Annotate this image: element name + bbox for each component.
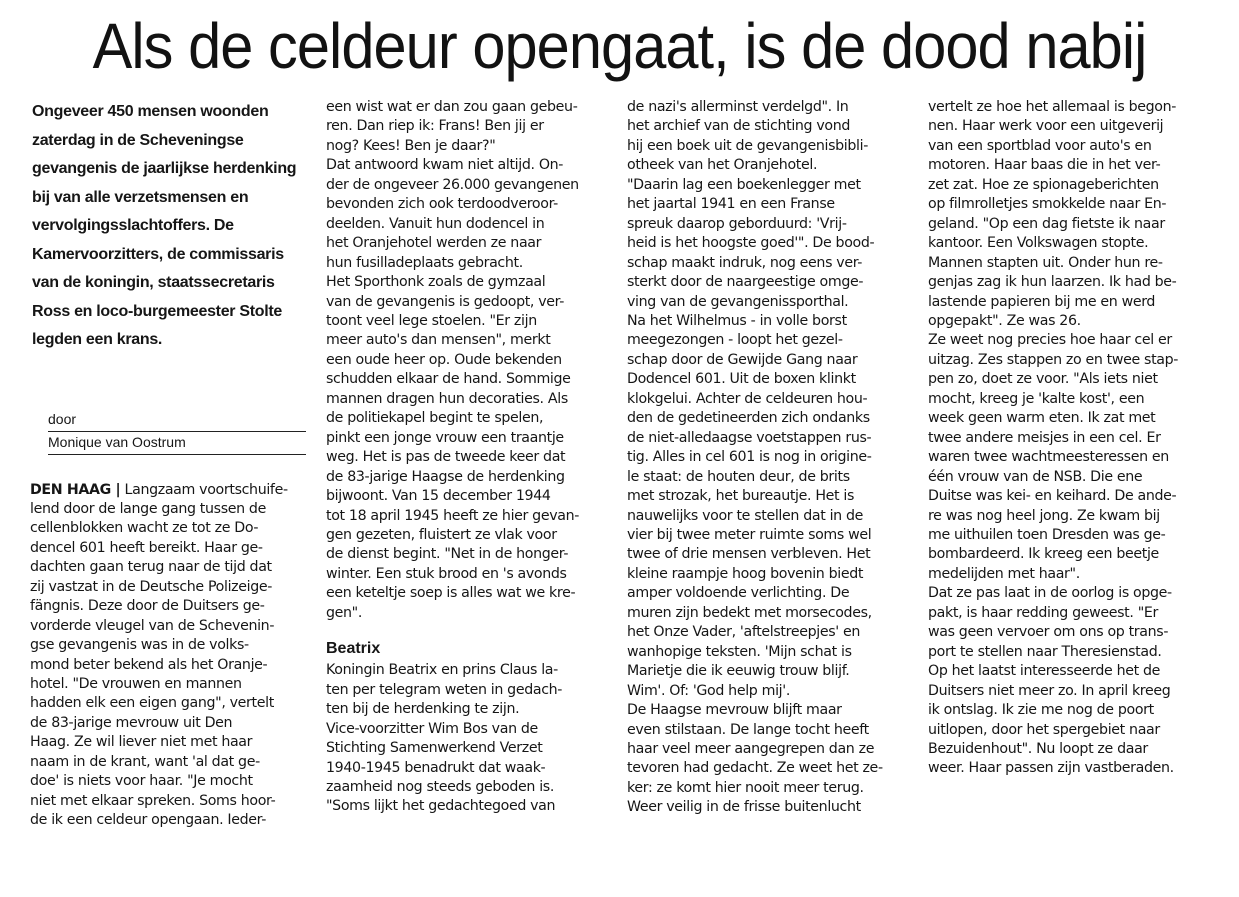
column-2-text-a: een wist wat er dan zou gaan gebeu- ren. Dan riep ik: Frans! Ben jij er nog? Kees! Ben je daar?" Dat antwoord kwam niet altijd. On- der de ongeveer 26.000 gevangenen bevonden zich ook terdoodveroor- deelden. Vanuit hun dodencel in het Oranjehotel werden ze naar hun fusilladeplaats gebracht. Het Sporthonk zoals de gymzaal van de gevangenis is gedoopt, ver- toont veel lege stoelen. "Er zijn meer auto's dan mensen", merkt een oude heer op. Oude bekenden schudden elkaar de hand. Sommige mannen dragen hun decoraties. Als de politiekapel begint te spelen, pinkt een jonge vrouw een traantje weg. Het is pas de tweede keer dat de 83-jarige Haagse de herdenking bijwoont. Van 15 december 1944 tot 18 april 1945 heeft ze hier gevan- gen gezeten, fluistert ze vlak voor de dienst begint. "Net in de honger- winter. Een stuk brood en 's avonds een keteltje soep is alles wat we kre- gen". bbox=[326, 99, 580, 621]
column-3-text: de nazi's allerminst verdelgd". In het archief van de stichting vond hij een boek uit de gevangenisbibli- otheek van het Oranjehotel. "Daarin lag een boekenlegger met het jaartal 1941 en een Franse spreuk daarop geborduurd: 'Vrij- heid is het hoogste goed'". De bood- schap maakt indruk, nog eens ver- sterkt door de naargeestige omge- ving van de gevangenissporthal. Na het Wilhelmus - in volle borst meegezongen - loopt het gezel- schap door de Gewijde Gang naar Dodencel 601. Uit de boxen klinkt klokgelui. Achter de celdeuren hou- den de gedetineerden zich ondanks de niet-alledaagse voetstappen rus- tig. Alles in cel 601 is nog in origine- le staat: de houten deur, de brits met strozak, het bureautje. Het is nauwelijks voor te stellen dat in de vier bij twee meter ruimte soms wel twee of drie mensen verbleven. Het kleine raampje hoog bovenin biedt amper voldoende verlichting. De muren zijn bedekt met morsecodes, het Onze Vader, 'aftelstreepjes' en wanhopige teksten. 'Mijn schat is Marietje die ik eeuwig trouw blijf. Wim'. Of: 'God help mij'. De Haagse mevrouw blijft maar even stilstaan. De lange tocht heeft haar veel meer aangegrepen dan ze tevoren had gedacht. Ze weet het ze- ker: ze komt hier nooit meer terug. Weer veilig in de frisse buitenlucht bbox=[627, 99, 883, 816]
intro-paragraph: Ongeveer 450 mensen woonden zaterdag in de Scheveningse gevangenis de jaarlijkse herdenking bij van alle verzetsmensen en vervolgingsslachtoffers. De Kamervoorzitters, de commissaris van de koningin, staatssecretaris Ross en loco-burgemeester Stolte legden een krans. bbox=[32, 103, 297, 348]
headline: Als de celdeur opengaat, is de dood nabij bbox=[92, 10, 1147, 82]
dateline: DEN HAAG | bbox=[30, 481, 121, 498]
column-4-text: vertelt ze hoe het allemaal is begon- nen. Haar werk voor een uitgeverij van een sportblad voor auto's en motoren. Haar baas die in het ver- zet zat. Hoe ze spionageberichten op filmrolletjes smokkelde naar En- geland. "Op een dag fietste ik naar kantoor. Een Volkswagen stopte. Mannen stapten uit. Onder hun re- genjas zag ik hun laarzen. Ik had be- lastende papieren bij me en werd opgepakt". Ze was 26. Ze weet nog precies hoe haar cel er uitzag. Zes stappen zo en twee stap- pen zo, doet ze voor. "Als iets niet mocht, kreeg je 'kalte kost', een week geen warm eten. Ik zat met twee andere meisjes in een cel. Er waren twee wachtmeesteressen en één vrouw van de NSB. Die ene Duitse was kei- en keihard. De ande- re was nog heel jong. Ze kwam bij me uithuilen toen Dresden was ge- bombardeerd. Ik kreeg een beetje medelijden met haar". Dat ze pas laat in de oorlog is opge- pakt, is haar redding geweest. "Er was geen vervoer om ons op trans- port te stellen naar Theresienstad. Op het laatst interesseerde het de Duitsers niet meer zo. In april kreeg ik ontslag. Ik zie me nog de poort uitlopen, door het spergebiet naar Bezuidenhout". Nu loopt ze daar weer. Haar passen zijn vastberaden. bbox=[928, 99, 1179, 777]
article-column-3 bbox=[627, 98, 914, 888]
column-1-text: Langzaam voortschuife- lend door de lange gang tussen de cellenblokken wacht ze tot ze Do- dencel 601 heeft bereikt. Haar ge- dachten gaan terug naar de tijd dat zij vastzat in de Deutsche Polizeige- fängnis. Deze door de Duitsers ge- vorderde vleugel van de Schevenin- gse gevangenis was in de volks- mond beter bekend als het Oranje- hotel. "De vrouwen en mannen hadden elk een eigen gang", vertelt de 83-jarige mevrouw uit Den Haag. Ze wil liever niet met haar naam in de krant, want 'al dat ge- doe' is niets voor haar. "Je mocht niet met elkaar spreken. Soms hoor- de ik een celdeur opengaan. Ieder- bbox=[30, 481, 288, 829]
column-1-body bbox=[30, 481, 313, 831]
byline-label: door bbox=[48, 410, 306, 432]
column-2-text-b: Koningin Beatrix en prins Claus la- ten per telegram weten in gedach- ten bij de herdenking te zijn. Vice-voorzitter Wim Bos van de Stichting Samenwerkend Verzet 1940-1945 benadrukt dat waak- zaamheid nog steeds geboden is. "Soms lijkt het gedachtegoed van bbox=[326, 662, 563, 815]
article-column-4 bbox=[928, 98, 1213, 888]
subhead-beatrix: Beatrix bbox=[326, 640, 381, 658]
article-column-2 bbox=[326, 98, 614, 888]
article-column-1 bbox=[30, 98, 313, 888]
byline-author: Monique van Oostrum bbox=[48, 432, 306, 455]
